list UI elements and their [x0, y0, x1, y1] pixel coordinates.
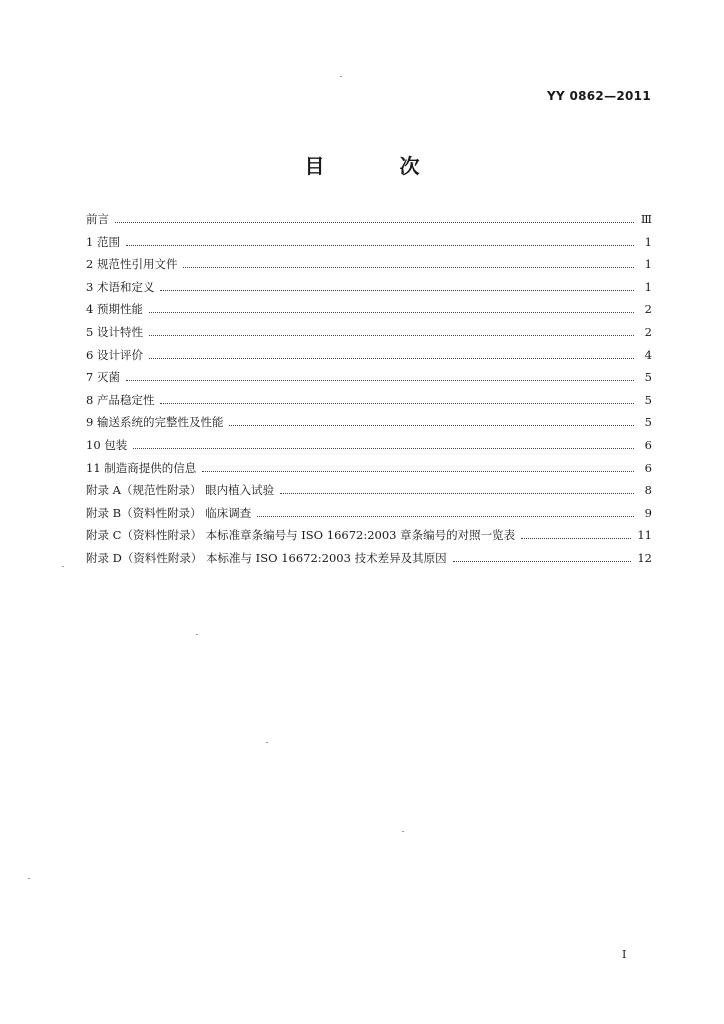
- toc-entry-label: 4 预期性能: [86, 302, 143, 317]
- toc-entry-label: 附录 A（规范性附录） 眼内植入试验: [86, 483, 275, 498]
- toc-entry-label: 9 输送系统的完整性及性能: [86, 415, 224, 430]
- table-of-contents: [86, 208, 652, 570]
- toc-entry-foreword[interactable]: [86, 208, 652, 231]
- page-number: I: [622, 948, 627, 961]
- scan-speck: [402, 831, 404, 832]
- scan-speck: [196, 634, 198, 635]
- toc-leader-dots: [149, 335, 634, 336]
- toc-leader-dots: [133, 448, 634, 449]
- toc-entry-page: 1: [644, 234, 652, 249]
- toc-entry-annex-d[interactable]: [86, 547, 652, 570]
- toc-entry-label: 前言: [86, 212, 109, 226]
- toc-entry-label: 2 规范性引用文件: [86, 257, 178, 272]
- toc-entry-page: Ⅲ: [640, 212, 652, 226]
- toc-leader-dots: [126, 380, 634, 381]
- toc-entry-page: 5: [644, 370, 652, 385]
- toc-entry-packaging[interactable]: [86, 434, 652, 457]
- toc-entry-label: 7 灭菌: [86, 370, 120, 385]
- toc-entry-page: 1: [644, 257, 652, 272]
- toc-entry-label: 附录 C（资料性附录） 本标准章条编号与 ISO 16672:2003 章条编号的对照一览表: [86, 528, 516, 543]
- toc-entry-sterilization[interactable]: [86, 366, 652, 389]
- toc-entry-page: 1: [644, 279, 652, 294]
- toc-entry-page: 6: [644, 460, 652, 475]
- toc-entry-label: 11 制造商提供的信息: [86, 460, 197, 475]
- toc-entry-page: 12: [637, 550, 652, 565]
- scan-speck: [62, 566, 64, 567]
- toc-entry-page: 11: [637, 528, 652, 543]
- toc-leader-dots: [280, 493, 634, 494]
- scan-speck: [266, 742, 268, 743]
- toc-leader-dots: [149, 312, 634, 313]
- toc-entry-design-attributes[interactable]: [86, 321, 652, 344]
- toc-entry-annex-b[interactable]: [86, 502, 652, 525]
- scan-speck: [340, 76, 342, 77]
- toc-leader-dots: [115, 222, 634, 223]
- toc-entry-page: 6: [644, 437, 652, 452]
- toc-entry-page: 5: [644, 415, 652, 430]
- toc-entry-page: 5: [644, 392, 652, 407]
- toc-entry-label: 附录 B（资料性附录） 临床调查: [86, 505, 252, 520]
- toc-entry-label: 8 产品稳定性: [86, 392, 155, 407]
- toc-entry-page: 9: [644, 505, 652, 520]
- toc-leader-dots: [229, 425, 634, 426]
- toc-entry-label: 附录 D（资料性附录） 本标准与 ISO 16672:2003 技术差异及其原因: [86, 550, 447, 565]
- toc-leader-dots: [149, 358, 634, 359]
- toc-leader-dots: [160, 290, 634, 291]
- toc-entry-label: 10 包装: [86, 437, 128, 452]
- toc-entry-normative-references[interactable]: [86, 253, 652, 276]
- toc-entry-scope[interactable]: [86, 231, 652, 254]
- toc-entry-page: 4: [644, 347, 652, 362]
- standard-number: YY 0862—2011: [547, 89, 651, 103]
- toc-leader-dots: [257, 516, 634, 517]
- toc-entry-design-evaluation[interactable]: [86, 344, 652, 367]
- page-title: 目 次: [304, 154, 454, 178]
- toc-leader-dots: [126, 245, 634, 246]
- toc-leader-dots: [521, 538, 631, 539]
- toc-entry-delivery-system[interactable]: [86, 411, 652, 434]
- toc-entry-label: 5 设计特性: [86, 324, 143, 339]
- toc-entry-label: 3 术语和定义: [86, 279, 155, 294]
- toc-entry-label: 6 设计评价: [86, 347, 143, 362]
- toc-entry-intended-performance[interactable]: [86, 298, 652, 321]
- toc-entry-page: 2: [644, 302, 652, 317]
- toc-entry-terms-definitions[interactable]: [86, 276, 652, 299]
- toc-leader-dots: [183, 267, 634, 268]
- toc-entry-annex-c[interactable]: [86, 524, 652, 547]
- toc-entry-label: 1 范围: [86, 234, 120, 249]
- scan-speck: [28, 878, 30, 879]
- toc-leader-dots: [202, 471, 634, 472]
- toc-entry-page: 8: [644, 483, 652, 498]
- toc-entry-annex-a[interactable]: [86, 479, 652, 502]
- toc-leader-dots: [160, 403, 634, 404]
- toc-entry-product-stability[interactable]: [86, 389, 652, 412]
- toc-entry-manufacturer-information[interactable]: [86, 457, 652, 480]
- toc-leader-dots: [453, 561, 632, 562]
- toc-entry-page: 2: [644, 324, 652, 339]
